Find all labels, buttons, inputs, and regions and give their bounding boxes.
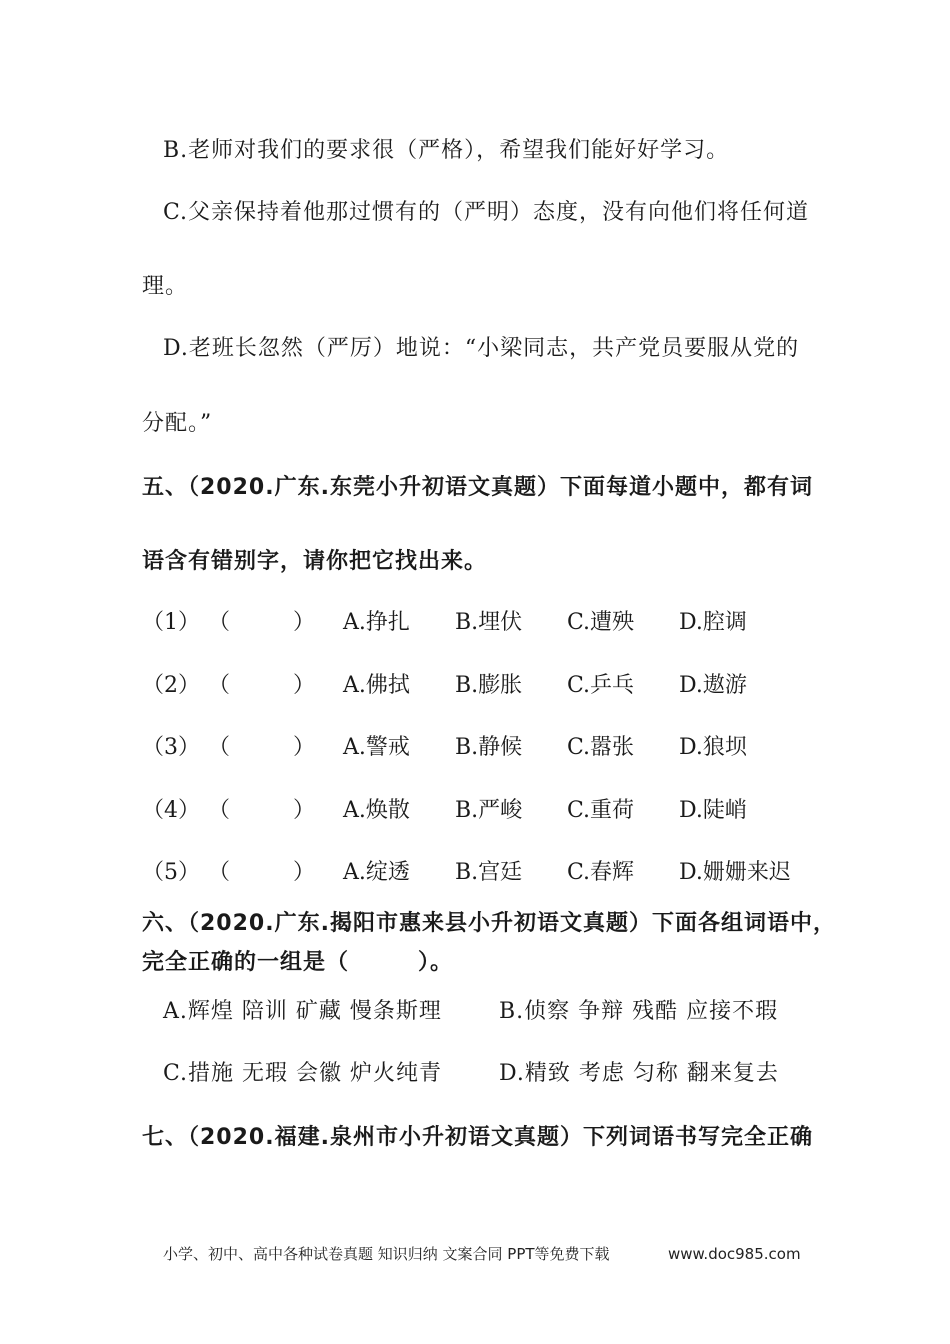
q5-row-number: （4） bbox=[142, 798, 200, 823]
q6-option-b: B.侦察 争辩 残酷 应接不瑕 bbox=[499, 999, 779, 1024]
q5-row-number: （3） bbox=[142, 735, 200, 760]
q5-row-number: （5） bbox=[142, 860, 200, 885]
q4-option-b: B.老师对我们的要求很（严格），希望我们能好好学习。 bbox=[163, 138, 730, 163]
q5-answer-open-paren: （ bbox=[208, 610, 231, 635]
q5-option-a: A.挣扎 bbox=[343, 610, 410, 635]
q5-answer-close-paren: ） bbox=[293, 860, 316, 885]
q5-option-d: D.陡峭 bbox=[679, 798, 747, 823]
q5-answer-open-paren: （ bbox=[208, 798, 231, 823]
q5-heading-line2: 语含有错别字，请你把它找出来。 bbox=[142, 549, 488, 574]
q5-option-a: A.佛拭 bbox=[343, 673, 410, 698]
q5-option-c: C.乒乓 bbox=[567, 673, 635, 698]
q5-option-b: B.静候 bbox=[455, 735, 523, 760]
q5-answer-close-paren: ） bbox=[293, 610, 316, 635]
q4-option-d-line1: D.老班长忽然（严厉）地说：“小梁同志，共产党员要服从党的 bbox=[163, 336, 800, 361]
q5-row-number: （2） bbox=[142, 673, 200, 698]
q5-answer-close-paren: ） bbox=[293, 673, 316, 698]
q6-option-c: C.措施 无瑕 会徽 炉火纯青 bbox=[163, 1061, 443, 1086]
q5-answer-close-paren: ） bbox=[293, 735, 316, 760]
q5-option-c: C.春辉 bbox=[567, 860, 635, 885]
q5-option-b: B.埋伏 bbox=[455, 610, 523, 635]
q7-heading-line1: 七、（2020.福建.泉州市小升初语文真题）下列词语书写完全正确 bbox=[142, 1125, 813, 1150]
q5-option-b: B.膨胀 bbox=[455, 673, 523, 698]
q5-option-a: A.警戒 bbox=[343, 735, 410, 760]
q6-heading-line1: 六、（2020.广东.揭阳市惠来县小升初语文真题）下面各组词语中， bbox=[142, 911, 836, 936]
footer-text: 小学、初中、高中各种试卷真题 知识归纳 文案合同 PPT等免费下载 bbox=[163, 1245, 610, 1263]
q6-option-d: D.精致 考虑 匀称 翻来复去 bbox=[499, 1061, 779, 1086]
q5-row-number: （1） bbox=[142, 610, 200, 635]
q5-option-a: A.绽透 bbox=[343, 860, 410, 885]
q5-option-d: D.腔调 bbox=[679, 610, 747, 635]
q5-option-c: C.遭殃 bbox=[567, 610, 635, 635]
q5-option-b: B.宫廷 bbox=[455, 860, 523, 885]
q5-option-a: A.焕散 bbox=[343, 798, 410, 823]
q5-answer-open-paren: （ bbox=[208, 735, 231, 760]
q6-heading-line2: 完全正确的一组是（ ）。 bbox=[142, 950, 454, 975]
q5-option-b: B.严峻 bbox=[455, 798, 523, 823]
q5-answer-close-paren: ） bbox=[293, 798, 316, 823]
q4-option-d-line2: 分配。” bbox=[142, 411, 213, 436]
q5-option-d: D.姗姗来迟 bbox=[679, 860, 791, 885]
q4-option-c-line2: 理。 bbox=[142, 274, 189, 299]
q5-option-d: D.狼坝 bbox=[679, 735, 747, 760]
q5-option-c: C.重荷 bbox=[567, 798, 635, 823]
q5-heading-line1: 五、（2020.广东.东莞小升初语文真题）下面每道小题中，都有词 bbox=[142, 475, 813, 500]
q4-option-c-line1: C.父亲保持着他那过惯有的（严明）态度，没有向他们将任何道 bbox=[163, 200, 810, 225]
q5-answer-open-paren: （ bbox=[208, 673, 231, 698]
q5-option-c: C.嚣张 bbox=[567, 735, 635, 760]
footer-url[interactable]: www.doc985.com bbox=[668, 1245, 801, 1263]
q5-answer-open-paren: （ bbox=[208, 860, 231, 885]
q6-option-a: A.辉煌 陪训 矿藏 慢条斯理 bbox=[163, 999, 442, 1024]
q5-option-d: D.遨游 bbox=[679, 673, 747, 698]
